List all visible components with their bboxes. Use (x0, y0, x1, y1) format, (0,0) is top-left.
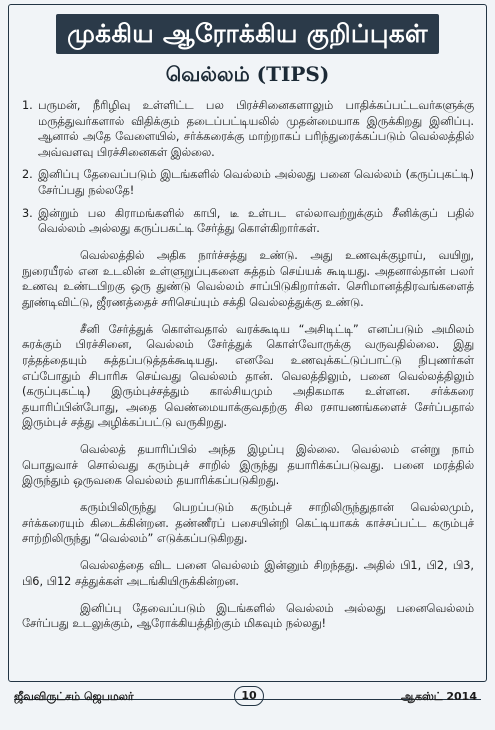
paragraph: இனிப்பு தேவைப்படும் இடங்களில் வெல்லம் அல்லது பனைவெல்லம் சேர்ப்பது உடலுக்கும், ஆரோக்கியத்திற்கும் மிகவும் நல்லது! (22, 601, 474, 631)
paragraph: வெல்லத்தை விட பனை வெல்லம் இன்னும் சிறந்தது. அதில் பி1, பி2, பி3, பி6, பி12 சத்துக்கள் அடங்கியிருக்கின்றன. (22, 559, 474, 588)
banner-title: முக்கிய ஆரோக்கிய குறிப்புகள் (56, 14, 439, 54)
list-text: பருமன், நீரிழிவு உள்ளிட்ட பல பிரச்சினைகளாலும் பாதிக்கப்பட்டவர்களுக்கு மருத்துவர்களால் விதிக்கும் தடைப்பட்டியலில் முதன்மையாக இருக்கிறது இனிப்பு. ஆனால் அதே வேளையில், சர்க்கரைக்கு மாற்றாகப் பரிந்துரைக்கப்படும் வெல்லத்தில் அவ்வளவு பிரச்சினைகள் இல்லை. (38, 99, 474, 159)
page-number: 10 (234, 686, 264, 706)
page-footer (14, 686, 485, 708)
list-number: 3. (22, 206, 33, 220)
list-item (22, 167, 474, 198)
paragraph: வெல்லத்தில் அதிக நார்ச்சத்து உண்டு. அது உணவுக்குழாய், வயிறு, நுரையீரல் என உடலின் உள்ளுறுப்புகளை சுத்தம் செய்யக் கூடியது. அதனால்தான் பலர் உணவு உண்டபிறகு ஒரு துண்டு வெல்லம் சாப்பிடுகிறார்கள். செரிமானத்திரவங்களைத் தூண்டிவிட்டு, ஜீரணத்தைச் சரிசெய்யும் சக்தி வெல்லத்துக்கு உண்டு. (22, 249, 474, 309)
list-number: 2. (22, 168, 33, 182)
publication-name: ஜீவவிருட்சம் ஜெபமலர் (14, 690, 134, 703)
paragraph: கரும்பிலிருந்து பெறப்படும் கரும்புச் சாறிலிருந்துதான் வெல்லமும், சர்க்கரையும் கிடைக்கின்றன. தண்ணீரப் பசையின்றி கெட்டியாகக் காச்சப்பட்ட கரும்புச் சாற்றிலிருந்து “வெல்லம்” எடுக்கப்படுகிறது. (22, 501, 474, 546)
paragraph: சீனி சேர்த்துக் கொள்வதால் வரக்கூடிய “அசிடிட்டி” எனப்படும் அமிலம் சுரக்கும் பிரச்சினை, வெல்லம் சேர்த்துக் கொள்வோருக்கு வருவதில்லை. இது ரத்தத்தையும் சுத்தப்படுத்தக்கூடியது. எனவே உணவுக்கட்டுப்பாட்டு நிபுணர்கள் எப்போதும் சிபாரிசு செய்வது வெல்லம் தான். வெலத்திலும், பனை வெல்லத்திலும் (கருப்புகட்டி) இரும்புச்சத்தும் கால்சியமும் அதிகமாக உள்ளன. சர்க்கரை தயாரிப்பின்போது, அதை வெண்மையாக்குவதற்கு சில ரசாயணங்களைச் சேர்ப்பதால் இரும்புச் சத்து அழிக்கப்பட்டு வருகிறது. (22, 322, 474, 430)
list-text: இன்றும் பல கிராமங்களில் காபி, டீ உள்பட எல்லாவற்றுக்கும் சீனிக்குப் பதில் வெல்லம் அல்லது கருப்பகட்டி சேர்த்து கொள்கிறார்கள். (38, 206, 474, 236)
list-item (22, 206, 474, 237)
paragraph: வெல்லத் தயாரிப்பில் அந்த இழப்பு இல்லை. வெல்லம் என்று நாம் பொதுவாச் சொல்வது கரும்புச் சாறில் இருந்து தயாரிக்கப்படுவது. பனை மரத்தில் இருந்தும் ஒருவகை வெல்லம் தயாரிக்கப்படுகிறது. (22, 443, 474, 488)
list-text: இனிப்பு தேவைப்படும் இடங்களில் வெல்லம் அல்லது பனை வெல்லம் (கருப்புகட்டி) சேர்ப்பது நல்லதே! (38, 168, 474, 197)
article-body (22, 98, 474, 640)
issue-date: ஆகஸ்ட் 2014 (401, 690, 477, 703)
list-number: 1. (22, 99, 33, 112)
article-subtitle: வெல்லம் (TIPS) (165, 62, 330, 86)
list-item (22, 98, 474, 160)
